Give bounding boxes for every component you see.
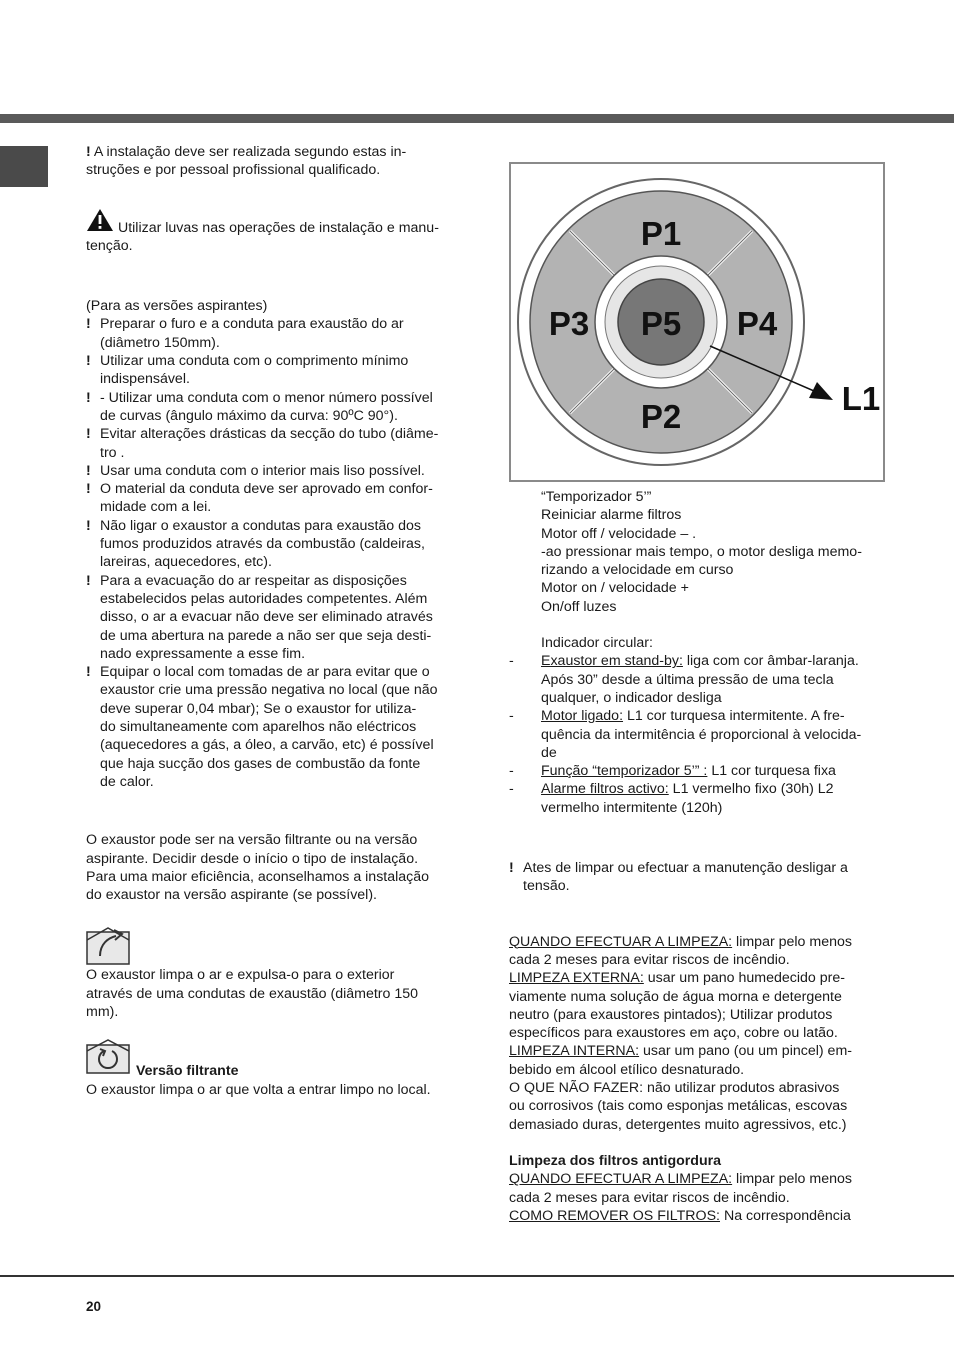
text: Ates de limpar ou efectuar a manutenção desligar a — [523, 860, 848, 877]
text: vermelho intermitente (120h) — [541, 799, 723, 816]
paragraph-line: aspirante. Decidir desde o início o tipo de instalação. — [86, 850, 419, 867]
paragraph-line: através de uma condutas de exaustão (diâmetro 150 — [86, 985, 419, 1002]
text: LIMPEZA INTERNA: — [509, 1043, 640, 1060]
bullet-line: do simultaneamente com aparelhos não eléctricos — [100, 719, 417, 736]
bullet-line: tro . — [100, 444, 125, 461]
right-column — [509, 488, 889, 1225]
function-line: rizando a velocidade em curso — [541, 562, 734, 579]
indicator-timer: - Função “temporizador 5’” : L1 cor turquesa fixa — [509, 763, 836, 780]
page-number: 20 — [86, 1299, 102, 1314]
bullet-line: O material da conduta deve ser aprovado em confor- — [100, 481, 433, 498]
text: tenção. — [86, 237, 133, 254]
text: COMO REMOVER OS FILTROS: — [509, 1207, 720, 1224]
bullet-line: Não ligar o exaustor a condutas para exaustão dos — [100, 517, 421, 534]
p2-button-label[interactable]: P2 — [640, 398, 682, 435]
text: Versão filtrante — [135, 1063, 239, 1080]
button-functions — [509, 488, 889, 616]
text: L1 cor turquesa intermitente. A fre- — [623, 708, 845, 725]
text: bebido em álcool etílico desnaturado. — [509, 1061, 745, 1078]
text: LIMPEZA EXTERNA: — [509, 970, 644, 987]
l1-arrow-icon — [809, 382, 833, 400]
installation-bullet — [86, 663, 466, 791]
paragraph-line: mm). — [86, 1003, 119, 1020]
installation-bullet — [86, 389, 466, 426]
installation-bullet — [86, 572, 466, 663]
l1-indicator-label: L1 — [841, 380, 881, 417]
function-line: Motor on / velocidade + — [541, 580, 689, 597]
bullet-line: Usar uma conduta com o interior mais liso possível. — [100, 462, 425, 479]
text: viamente numa solução de água morna e detergente — [509, 988, 842, 1005]
text: Motor ligado: — [541, 708, 624, 725]
cleaning-dont: O QUE NÃO FAZER: não utilizar produtos abrasivos — [509, 1080, 840, 1097]
gloves-warning — [86, 208, 466, 237]
installation-bullets — [86, 315, 466, 791]
exclamation-icon: ! — [509, 860, 514, 877]
cleaning-external — [509, 969, 889, 987]
filter-version — [86, 1037, 466, 1080]
cleaning-when — [509, 933, 889, 951]
installation-bullet — [86, 480, 466, 517]
text: limpar pelo menos — [732, 1171, 852, 1188]
bullet-line: Preparar o furo e a conduta para exaustão do ar — [100, 316, 404, 333]
grease-when — [509, 1170, 889, 1188]
bullet-line: Equipar o local com tomadas de ar para evitar que o — [100, 664, 430, 681]
bullet-line: exaustor crie uma pressão negativa no local (que não — [100, 682, 438, 699]
control-panel-diagram — [509, 162, 885, 482]
function-line: On/off luzes — [541, 598, 617, 615]
p3-button-label[interactable]: P3 — [548, 305, 590, 342]
exclamation-icon: ! — [86, 144, 91, 160]
text: Alarme filtros activo: — [541, 781, 669, 798]
text: quência da intermitência é proporcional à velocida- — [541, 726, 862, 743]
bullet-line: disso, o ar a evacuar não deve ser eliminado através — [100, 609, 433, 626]
bullet-line: - Utilizar uma conduta com o menor número possível — [100, 389, 433, 406]
indicator-standby: - Exaustor em stand-by: liga com cor âmbar-laranja. Após 30” desde a última pressão de uma tecla qualquer, o indicador desliga — [509, 653, 859, 706]
indicator-title: Indicador circular: — [541, 635, 653, 652]
text: QUANDO EFECTUAR A LIMPEZA: — [509, 933, 733, 950]
header-bar — [0, 114, 954, 123]
aspirating-description — [86, 966, 466, 1021]
text: neutro (para exaustores pintados); Utilizar produtos — [509, 1006, 833, 1023]
bullet-line: nado expressamente a esse fim. — [100, 645, 306, 662]
text: qualquer, o indicador desliga — [541, 689, 722, 706]
text: cada 2 meses para evitar riscos de incêndio. — [509, 1189, 790, 1206]
bullet-line: lareiras, aquecedores, etc). — [100, 554, 272, 571]
bullet-line: Para a evacuação do ar respeitar as disposições — [100, 572, 407, 589]
bullet-line: (aquecedores a gás, a óleo, a carvão, etc) é possível — [100, 737, 434, 754]
paragraph-line: do exaustor na versão aspirante (se possível). — [86, 887, 377, 904]
footer-line — [0, 1275, 954, 1277]
bullet-line: de uma abertura na parede a não ser que seja desti- — [100, 627, 432, 644]
exclamation-icon: ! — [86, 316, 91, 333]
function-line: Reiniciar alarme filtros — [541, 507, 682, 524]
bullet-line: estabelecidos pelas autoridades competentes. Além — [100, 590, 428, 607]
text: demasiado duras, detergentes muito agressivos, etc.) — [509, 1116, 847, 1133]
bullet-line: de calor. — [100, 773, 154, 790]
text: Exaustor em stand-by: — [541, 653, 683, 670]
text: ou corrosivos (tais como esponjas metálicas, escovas — [509, 1098, 848, 1115]
text: A instalação deve ser realizada segundo estas in- — [93, 144, 407, 160]
indicator-motor: - Motor ligado: L1 cor turquesa intermitente. A fre- quência da intermitência é proporcional à velocida- de — [509, 708, 862, 761]
bullet-line: midade com a lei. — [100, 499, 212, 516]
installation-warning — [86, 143, 466, 161]
bullet-line: que haja sucção dos gases de combustão da fonte — [100, 755, 421, 772]
text: struções e por pessoal profissional qualificado. — [86, 162, 381, 179]
bullet-line: (diâmetro 150mm). — [100, 334, 220, 351]
text: Na correspondência — [720, 1207, 851, 1224]
exclamation-icon: ! — [86, 664, 91, 681]
installation-bullet — [86, 425, 466, 462]
text: tensão. — [523, 878, 570, 895]
text: O exaustor limpa o ar que volta a entrar limpo no local. — [86, 1081, 431, 1098]
text: Função “temporizador 5’” : — [541, 763, 708, 780]
text: Após 30” desde a última pressão de uma tecla — [541, 671, 834, 688]
text: usar um pano (ou um pincel) em- — [639, 1043, 852, 1060]
bullet-line: fumos produzidos através da combustão (caldeiras, — [100, 536, 425, 553]
cleaning-internal — [509, 1042, 889, 1060]
exclamation-icon: ! — [86, 572, 91, 589]
text: específicos para exaustores em aço, cobre ou latão. — [509, 1025, 838, 1042]
bullet-line: Utilizar uma conduta com o comprimento mínimo — [100, 353, 409, 370]
warning-triangle-icon — [86, 208, 114, 237]
filter-recirculation-icon — [86, 1037, 132, 1080]
text: de — [541, 744, 557, 761]
aspirating-note: (Para as versões aspirantes) — [86, 298, 268, 315]
grease-remove — [509, 1207, 889, 1225]
left-column — [86, 143, 466, 1099]
paragraph-line: O exaustor limpa o ar e expulsa-o para o exterior — [86, 967, 395, 984]
installation-bullet — [86, 517, 466, 572]
indicator-alarm: - Alarme filtros activo: L1 vermelho fixo (30h) L2 vermelho intermitente (120h) — [509, 781, 834, 816]
paragraph-line: O exaustor pode ser na versão filtrante ou na versão — [86, 832, 418, 849]
function-line: -ao pressionar mais tempo, o motor desliga memo- — [541, 543, 862, 560]
bullet-line: de curvas (ângulo máximo da curva: 90ºC 90°). — [100, 407, 398, 424]
text: usar um pano humedecido pre- — [643, 970, 845, 987]
installation-bullet — [86, 462, 466, 480]
version-paragraph — [86, 831, 466, 904]
installation-bullet — [86, 315, 466, 352]
function-line: Motor off / velocidade – . — [541, 525, 697, 542]
paragraph-line: Para uma maior eficiência, aconselhamos a instalação — [86, 868, 430, 885]
p5-button-label[interactable]: P5 — [640, 305, 682, 342]
text: QUANDO EFECTUAR A LIMPEZA: — [509, 1171, 733, 1188]
bullet-line: Evitar alterações drásticas da secção do tubo (diâme- — [100, 426, 439, 443]
exclamation-icon: ! — [86, 353, 91, 370]
exclamation-icon: ! — [86, 389, 91, 406]
maintenance-warning — [509, 859, 889, 896]
exclamation-icon: ! — [86, 517, 91, 534]
installation-bullet — [86, 352, 466, 389]
text: L1 vermelho fixo (30h) L2 — [668, 781, 834, 798]
aspirating-icon — [86, 920, 466, 966]
exclamation-icon: ! — [86, 426, 91, 443]
function-line: “Temporizador 5’” — [541, 489, 652, 505]
exclamation-icon: ! — [86, 481, 91, 498]
bullet-line: indispensável. — [100, 371, 190, 388]
exclamation-icon: ! — [86, 462, 91, 479]
grease-filter-title: Limpeza dos filtros antigordura — [509, 1152, 722, 1169]
text: limpar pelo menos — [732, 933, 852, 950]
bullet-line: deve superar 0,04 mbar); Se o exaustor for utiliza- — [100, 700, 417, 717]
text: Utilizar luvas nas operações de instalação e manu- — [117, 219, 439, 236]
text: liga com cor âmbar-laranja. — [682, 653, 859, 670]
text: cada 2 meses para evitar riscos de incêndio. — [509, 951, 790, 968]
p1-button-label[interactable]: P1 — [640, 215, 682, 252]
language-tab — [0, 146, 48, 187]
p4-button-label[interactable]: P4 — [736, 305, 778, 342]
text: L1 cor turquesa fixa — [707, 763, 836, 780]
